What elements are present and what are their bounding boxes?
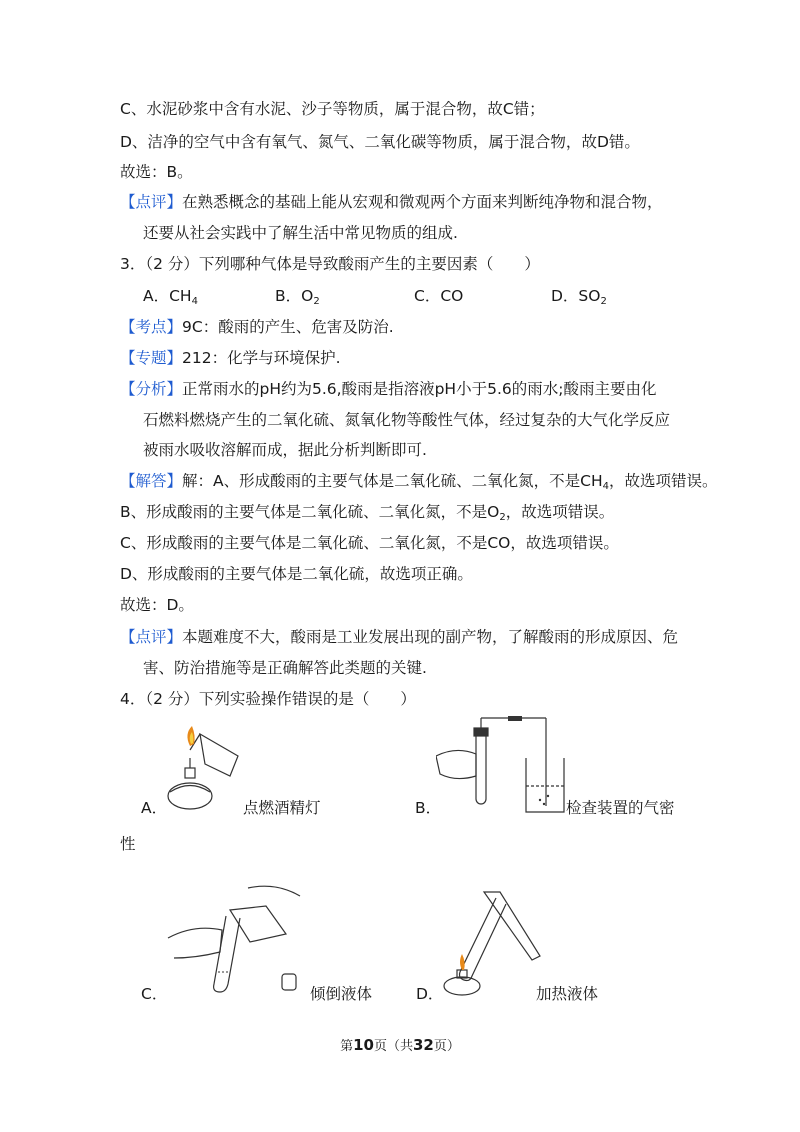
answer-b-text: ，故选项错误。 (505, 503, 615, 521)
airtightness-check-figure (436, 716, 566, 818)
text-line: D、洁净的空气中含有氧气、氮气、二氧化碳等物质，属于混合物，故D错。 (120, 133, 640, 151)
page-number-suffix: 页） (433, 1039, 460, 1054)
comment-text: 在熟悉概念的基础上能从宏观和微观两个方面来判断纯净物和混合物， (182, 193, 663, 211)
text-line (120, 501, 614, 529)
comment-line (120, 191, 663, 213)
fenxi-text: 正常雨水的pH约为5.6,酸雨是指溶液pH小于5.6的雨水;酸雨主要由化 (182, 380, 657, 398)
zhuanti-line (120, 347, 341, 369)
text-line: 害、防治措施等是正确解答此类题的关键. (143, 659, 427, 677)
option-a-text: A．CH (143, 287, 192, 305)
heating-liquid-figure (440, 888, 550, 998)
page-number (0, 1036, 800, 1056)
comment-line (120, 626, 678, 648)
comment-tag: 【点评】 (120, 193, 183, 211)
option-label: C． (141, 985, 168, 1003)
page-number-prefix: 第 (340, 1039, 354, 1054)
text-line: 被雨水吸收溶解而成，据此分析判断即可. (143, 441, 427, 459)
option-caption: 点燃酒精灯 (243, 799, 321, 817)
subscript: 2 (313, 296, 320, 307)
jieda-text: ，故选项错误。 (608, 472, 718, 490)
answer-b-text: B、形成酸雨的主要气体是二氧化硫、二氧化氮，不是O (120, 503, 500, 521)
option-caption: 倾倒液体 (310, 985, 373, 1003)
page-number-mid: 页（共 (373, 1039, 413, 1054)
fenxi-line (120, 378, 656, 400)
option-a (143, 285, 198, 313)
option-caption: 检查装置的气密 (566, 799, 675, 817)
comment-tag: 【点评】 (120, 628, 183, 646)
question-4: 4．（2 分）下列实验操作错误的是（ ） (120, 690, 416, 708)
jieda-text: 解：A、形成酸雨的主要气体是二氧化硫、二氧化氮，不是CH (182, 472, 603, 490)
subscript: 4 (602, 481, 609, 492)
option-label: B． (415, 799, 442, 817)
text-line: 石燃料燃烧产生的二氧化硫、氮氧化物等酸性气体，经过复杂的大气化学反应 (143, 411, 671, 429)
text-line: 故选：B。 (120, 163, 193, 181)
current-page: 10 (353, 1036, 374, 1054)
option-label: D． (416, 985, 444, 1003)
option-label: A． (141, 799, 168, 817)
comment-text: 本题难度不大，酸雨是工业发展出现的副产物，了解酸雨的形成原因、危 (182, 628, 679, 646)
text-line: C、形成酸雨的主要气体是二氧化硫、二氧化氮，不是CO，故选项错误。 (120, 534, 619, 552)
pouring-liquid-figure (166, 876, 316, 996)
kaodian-text: 9C：酸雨的产生、危害及防治. (182, 318, 394, 336)
subscript: 2 (499, 512, 506, 523)
option-b (275, 285, 320, 313)
jieda-line (120, 470, 718, 498)
subscript: 4 (191, 296, 198, 307)
fenxi-tag: 【分析】 (120, 380, 183, 398)
kaodian-tag: 【考点】 (120, 318, 183, 336)
text-line: 故选：D。 (120, 596, 194, 614)
zhuanti-tag: 【专题】 (120, 349, 183, 367)
alcohol-lamp-lighting-figure (160, 724, 250, 816)
total-pages: 32 (413, 1036, 434, 1054)
option-c: C．CO (414, 287, 464, 305)
option-caption: 加热液体 (536, 985, 599, 1003)
text-line: C、水泥砂浆中含有水泥、沙子等物质，属于混合物，故C错； (120, 100, 545, 118)
question-3: 3．（2 分）下列哪种气体是导致酸雨产生的主要因素（ ） (120, 255, 540, 273)
subscript: 2 (600, 296, 607, 307)
kaodian-line (120, 316, 394, 338)
option-d (551, 285, 607, 313)
option-b-text: B．O (275, 287, 314, 305)
text-line: 性 (120, 835, 136, 853)
option-d-text: D．SO (551, 287, 601, 305)
text-line: D、形成酸雨的主要气体是二氧化硫，故选项正确。 (120, 565, 473, 583)
zhuanti-text: 212：化学与环境保护. (182, 349, 341, 367)
text-line: 还要从社会实践中了解生活中常见物质的组成. (143, 224, 458, 242)
jieda-tag: 【解答】 (120, 472, 183, 490)
